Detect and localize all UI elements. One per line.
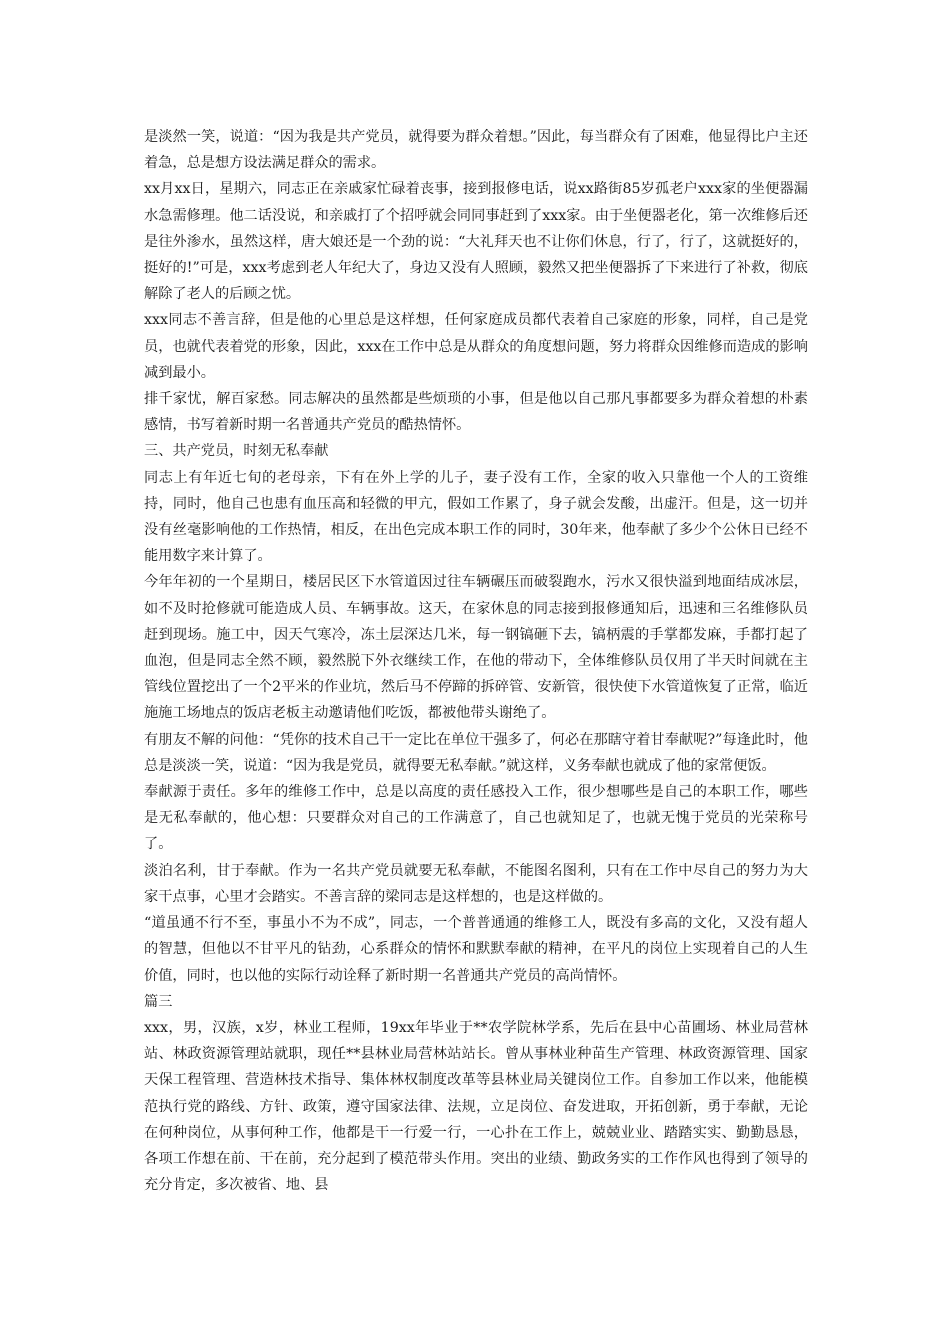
paragraph-2: xx月xx日，星期六，同志正在亲戚家忙碌着丧事，接到报修电话，说xx路街85岁孤老户xxx家的坐便器漏水急需修理。他二话没说，和亲戚打了个招呼就会同同事赶到了xxx家。由于坐便器老化，第一次维修后还是往外渗水，虽然这样，唐大娘还是一个劲的说：“大礼拜天也不让你们休息，行了，行了，这就挺好的，挺好的!”可是，xxx考虑到老人年纪大了，身边又没有人照顾，毅然又把坐便器拆了下来进行了补救，彻底解除了老人的后顾之忧。 <box>144 181 808 303</box>
paragraph-7: 有朋友不解的问他：“凭你的技术自己干一定比在单位干强多了，何必在那瞎守着甘奉献呢?”每逢此时，他总是淡淡一笑，说道：“因为我是党员，就得要无私奉献。”就这样，义务奉献也就成了他的家常便饭。 <box>144 731 808 774</box>
paragraph-3: xxx同志不善言辞，但是他的心里总是这样想，任何家庭成员都代表着自己家庭的形象，同样，自己是党员，也就代表着党的形象，因此，xxx在工作中总是从群众的角度想问题，努力将群众因维修而造成的影响减到最小。 <box>144 312 808 381</box>
paragraph-5: 同志上有年近七旬的老母亲，下有在外上学的儿子，妻子没有工作，全家的收入只靠他一个人的工资维持，同时，他自己也患有血压高和轻微的甲亢，假如工作累了，身子就会发酸，出虚汗。但是，这一切并没有丝毫影响他的工作热情，相反，在出色完成本职工作的同时，30年来，他奉献了多少个公休日已经不能用数字来计算了。 <box>144 469 808 565</box>
paragraph-8: 奉献源于责任。多年的维修工作中，总是以高度的责任感投入工作，很少想哪些是自己的本职工作，哪些是无私奉献的，他心想：只要群众对自己的工作满意了，自己也就知足了，也就无愧于党员的光荣称号了。 <box>144 784 808 853</box>
paragraph-9: 淡泊名利，甘于奉献。作为一名共产党员就要无私奉献，不能图名图利，只有在工作中尽自己的努力为大家干点事，心里才会踏实。不善言辞的梁同志是这样想的，也是这样做的。 <box>144 862 808 905</box>
document-page <box>144 124 808 1198</box>
paragraph-1: 是淡然一笑，说道：“因为我是共产党员，就得要为群众着想。”因此，每当群众有了困难，他显得比户主还着急，总是想方设法满足群众的需求。 <box>144 129 808 172</box>
paragraph-6: 今年年初的一个星期日，楼居民区下水管道因过往车辆碾压而破裂跑水，污水又很快溢到地面结成冰层，如不及时抢修就可能造成人员、车辆事故。这天，在家休息的同志接到报修通知后，迅速和三名维修队员赶到现场。施工中，因天气寒冷，冻土层深达几米，每一钢镐砸下去，镐柄震的手掌都发麻，手都打起了血泡，但是同志全然不顾，毅然脱下外衣继续工作，在他的带动下，全体维修队员仅用了半天时间就在主管线位置挖出了一个2平米的作业坑，然后马不停蹄的拆碎管、安新管，很快使下水管道恢复了正常，临近施施工场地点的饭店老板主动邀请他们吃饭，都被他带头谢绝了。 <box>144 574 808 722</box>
paragraph-4: 排千家忧，解百家愁。同志解决的虽然都是些烦琐的小事，但是他以自己那凡事都要多为群众着想的朴素感情，书写着新时期一名普通共产党员的酷热情怀。 <box>144 391 808 434</box>
paragraph-10: “道虽通不行不至，事虽小不为不成”，同志，一个普普通通的维修工人，既没有多高的文化，又没有超人的智慧，但他以不甘平凡的钻劲，心系群众的情怀和默默奉献的精神，在平凡的岗位上实现着自己的人生价值，同时，也以他的实际行动诠释了新时期一名普通共产党员的高尚情怀。 <box>144 915 808 984</box>
section-heading-3: 三、共产党员，时刻无私奉献 <box>144 443 329 460</box>
paragraph-11: xxx，男，汉族，x岁，林业工程师，19xx年毕业于**农学院林学系，先后在县中心苗圃场、林业局营林站、林政资源管理站就职，现任**县林业局营林站站长。曾从事林业种苗生产管理、林政资源管理、国家天保工程管理、营造林技术指导、集体林权制度改革等县林业局关键岗位工作。自参加工作以来，他能模范执行党的路线、方针、政策，遵守国家法律、法规，立足岗位、奋发进取，开拓创新，勇于奉献，无论在何种岗位，从事何种工作，他都是干一行爱一行，一心扑在工作上，兢兢业业、踏踏实实、勤勤恳恳，各项工作想在前、干在前，充分起到了模范带头作用。突出的业绩、勤政务实的工作作风也得到了领导的充分肯定，多次被省、地、县 <box>144 1019 808 1194</box>
part-heading-3: 篇三 <box>144 993 173 1010</box>
